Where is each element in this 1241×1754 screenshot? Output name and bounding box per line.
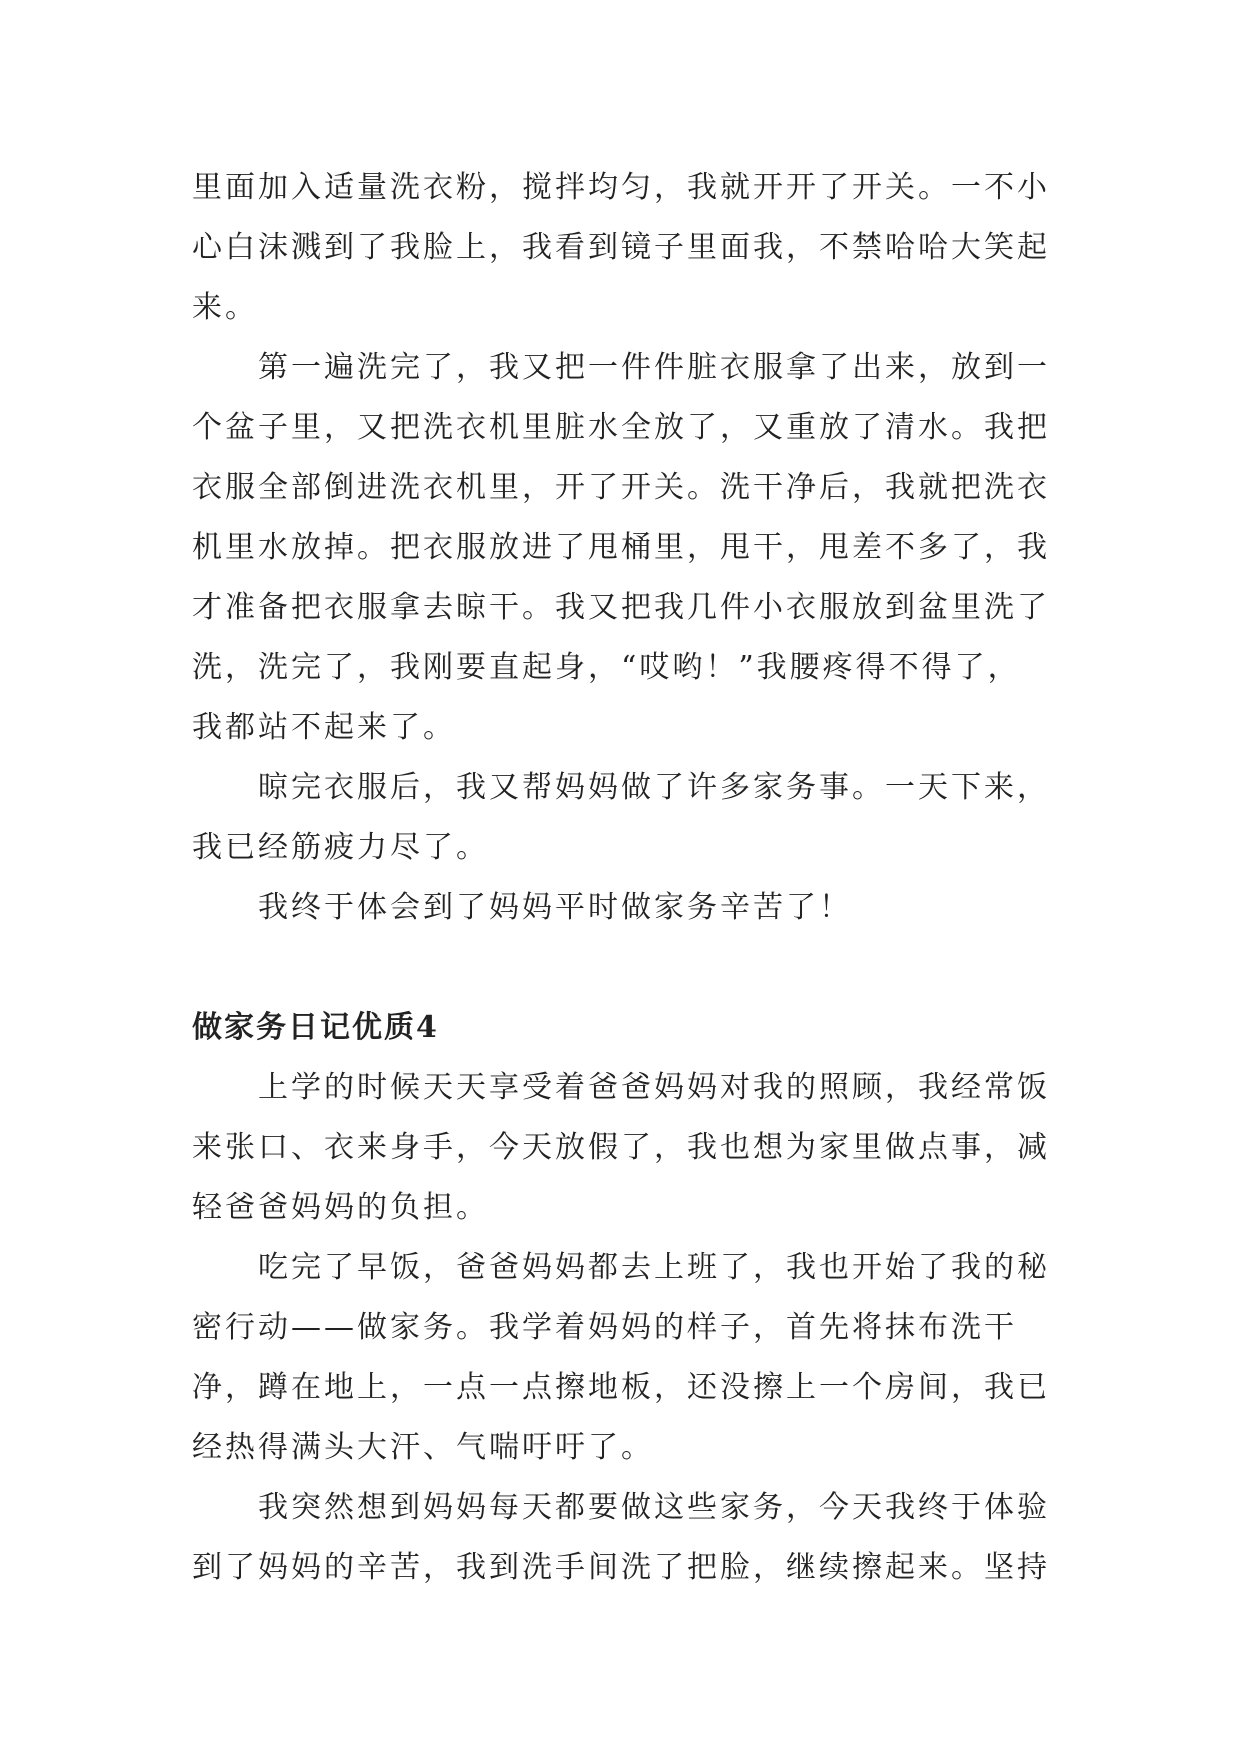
paragraph-washing-start: 里面加入适量洗衣粉，搅拌均匀，我就开开了开关。一不小心白沫溅到了我脸上，我看到镜子里面我，不禁哈哈大笑起来。 — [192, 170, 1050, 325]
paragraph-continue: 我突然想到妈妈每天都要做这些家务，今天我终于体验到了妈妈的辛苦，我到洗手间洗了把脸，继续擦起来。坚持 — [192, 1490, 1050, 1585]
paragraph-mopping: 吃完了早饭，爸爸妈妈都去上班了，我也开始了我的秘密行动——做家务。我学着妈妈的样子，首先将抹布洗干净，蹲在地上，一点一点擦地板，还没擦上一个房间，我已经热得满头大汗、气喘吁吁了。 — [192, 1250, 1050, 1465]
document-body — [192, 158, 1052, 1598]
paragraph-conclusion: 我终于体会到了妈妈平时做家务辛苦了！ — [258, 890, 852, 925]
paragraph-intro: 上学的时候天天享受着爸爸妈妈对我的照顾，我经常饭来张口、衣来身手，今天放假了，我也想为家里做点事，减轻爸爸妈妈的负担。 — [192, 1070, 1050, 1225]
section-heading: 做家务日记优质4 — [192, 1010, 439, 1045]
paragraph-first-wash: 第一遍洗完了，我又把一件件脏衣服拿了出来，放到一个盆子里，又把洗衣机里脏水全放了，又重放了清水。我把衣服全部倒进洗衣机里，开了开关。洗干净后，我就把洗衣机里水放掉。把衣服放进了甩桶里，甩干，甩差不多了，我才准备把衣服拿去晾干。我又把我几件小衣服放到盆里洗了洗，洗完了，我刚要直起身，“哎哟！”我腰疼得不得了，我都站不起来了。 — [192, 350, 1050, 745]
paragraph-after-drying: 晾完衣服后，我又帮妈妈做了许多家务事。一天下来，我已经筋疲力尽了。 — [192, 770, 1050, 865]
